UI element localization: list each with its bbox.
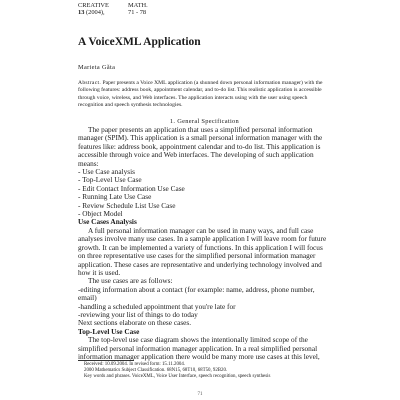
subheading-top-level-use-case: Top-Level Use Case — [78, 326, 140, 336]
page-number: 71 — [197, 392, 203, 397]
body-paragraph: The use cases are as follows: — [88, 276, 173, 286]
list-item: - Use Case analysis — [78, 167, 135, 177]
list-item: - Object Model — [78, 209, 123, 219]
section-title: 1. General Specification — [169, 118, 240, 125]
journal-header-right — [128, 2, 148, 17]
abstract-text: Paper presents a Voice XML application (a shunned down personal information manager) with the following features: address book, appointment calendar, and to-do list. This realistic application is accessible through voice, wireless, and Web interfaces. The application interacts using with the user using speech recognition and speech synthesis technologies. — [78, 80, 323, 108]
body-paragraph-intro: The paper presents an application that uses a simplified personal information manager (SPIM). This application is a small personal information manager with the features like: address book, appointment calendar and to-do list. This application is accessible through voice and Web interfaces. The developing of such application means: — [78, 125, 323, 168]
paper-title: A VoiceXML Application — [78, 36, 201, 48]
journal-volume: 13 — [78, 9, 85, 17]
list-item: - Running Late Use Case — [78, 192, 152, 202]
use-case-item: -editing information about a contact (for example: name, address, phone number, email) — [78, 284, 315, 303]
abstract — [78, 80, 331, 109]
journal-header-left — [78, 2, 109, 17]
journal-pages: 71 - 78 — [128, 9, 147, 17]
footnote-keywords: Key words and phrases. VoiceXML, Voice User Interface, speech recognition, speech synthesis — [84, 374, 271, 379]
body-paragraph: A full personal information manager can be used in many ways, and full case analyses involve many use cases. In a sample application I will leave room for future growth. It can be implemented a variety of functions. In this application I will focus on three representative use cases for the simplified personal information manager application. These cases are representative and underlying technology involved and how it is used. — [78, 225, 327, 277]
body-paragraph: Next sections elaborate on these cases. — [78, 318, 192, 328]
use-case-item: -handling a scheduled appointment that you're late for — [78, 301, 236, 311]
footnote-received: Received: 10.09.2004. In revised form: 15.11.2004. — [84, 362, 186, 367]
journal-series: MATH. — [128, 2, 148, 9]
list-item: - Top-Level Use Case — [78, 175, 142, 185]
abstract-label: Abstract. — [78, 80, 102, 86]
subheading-use-cases-analysis: Use Cases Analysis — [78, 217, 137, 227]
footnote-rule — [78, 360, 134, 361]
footnotes — [84, 362, 334, 380]
list-item: - Review Schedule List Use Case — [78, 200, 176, 210]
journal-name: CREATIVE — [78, 2, 109, 9]
list-item: - Edit Contact Information Use Case — [78, 183, 185, 193]
paper-author: Marieta Găta — [78, 64, 116, 71]
footnote-msc: 2000 Mathematics Subject Classification. 68N15, 68T10, 68T50, 92B20. — [84, 368, 228, 373]
journal-volume-year — [78, 9, 109, 16]
development-steps-list — [78, 168, 328, 218]
use-case-item: -reviewing your list of things to do today — [78, 309, 198, 319]
body-paragraph: The top-level use case diagram shows the intentionally limited scope of the simplified personal information manager application. In a real simplified personal information manager application there would be many more use cases at this level, — [78, 335, 320, 361]
journal-year: (2004), — [86, 9, 105, 17]
paper-body — [78, 126, 328, 361]
